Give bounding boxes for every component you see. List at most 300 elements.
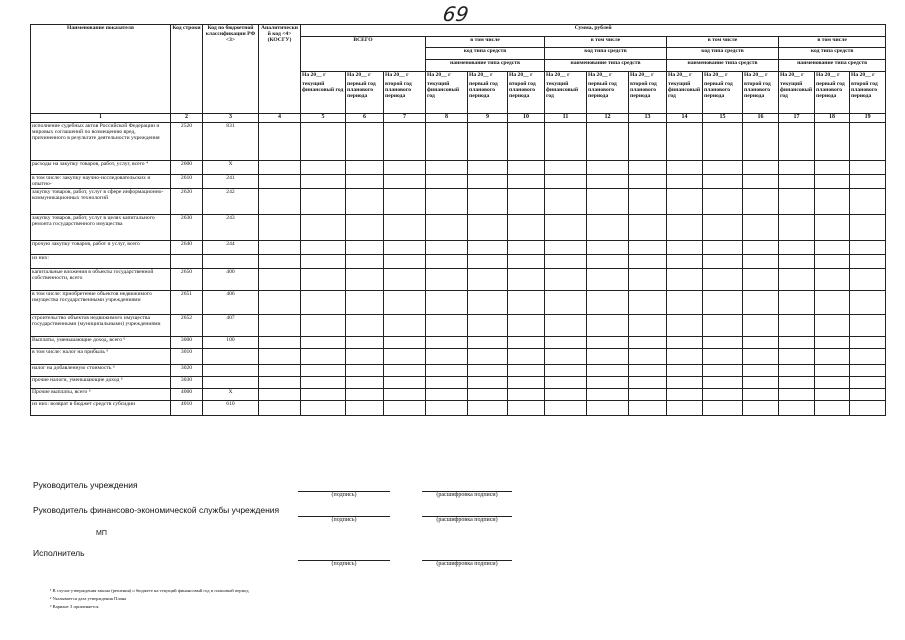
value-cell[interactable] bbox=[815, 215, 850, 241]
value-cell[interactable] bbox=[629, 337, 667, 349]
executor-sign-caption: (подпись) bbox=[331, 561, 357, 567]
value-cell[interactable] bbox=[301, 175, 346, 189]
value-cell[interactable] bbox=[384, 349, 426, 365]
value-cell[interactable] bbox=[508, 401, 545, 416]
value-cell[interactable] bbox=[703, 389, 743, 401]
value-cell[interactable] bbox=[779, 175, 815, 189]
value-cell[interactable] bbox=[703, 241, 743, 255]
value-cell[interactable] bbox=[743, 349, 779, 365]
value-cell[interactable] bbox=[346, 269, 384, 291]
value-cell[interactable] bbox=[301, 123, 346, 161]
value-cell[interactable] bbox=[779, 315, 815, 337]
value-cell[interactable] bbox=[508, 175, 545, 189]
value-cell[interactable] bbox=[468, 161, 508, 175]
value-cell[interactable] bbox=[545, 255, 587, 269]
header-first-plan-year bbox=[346, 72, 384, 114]
value-cell[interactable] bbox=[346, 215, 384, 241]
value-cell[interactable] bbox=[703, 365, 743, 377]
value-cell[interactable] bbox=[779, 241, 815, 255]
value-cell[interactable] bbox=[703, 255, 743, 269]
value-cell[interactable] bbox=[384, 175, 426, 189]
value-cell[interactable] bbox=[779, 365, 815, 377]
value-cell[interactable] bbox=[629, 349, 667, 365]
value-cell[interactable] bbox=[779, 161, 815, 175]
value-cell[interactable] bbox=[468, 365, 508, 377]
value-cell[interactable] bbox=[384, 269, 426, 291]
value-cell[interactable] bbox=[384, 255, 426, 269]
value-cell[interactable] bbox=[703, 337, 743, 349]
value-cell[interactable] bbox=[850, 349, 886, 365]
value-cell[interactable] bbox=[587, 241, 629, 255]
value-cell[interactable] bbox=[468, 349, 508, 365]
value-cell[interactable] bbox=[508, 161, 545, 175]
value-cell[interactable] bbox=[426, 401, 468, 416]
value-cell[interactable] bbox=[850, 365, 886, 377]
value-cell[interactable] bbox=[259, 161, 301, 175]
value-cell[interactable] bbox=[629, 189, 667, 215]
value-cell[interactable] bbox=[301, 377, 346, 389]
value-cell[interactable] bbox=[545, 241, 587, 255]
value-cell[interactable] bbox=[629, 389, 667, 401]
value-cell[interactable] bbox=[850, 189, 886, 215]
value-cell[interactable] bbox=[426, 337, 468, 349]
value-cell[interactable] bbox=[508, 349, 545, 365]
value-cell[interactable] bbox=[850, 315, 886, 337]
value-cell[interactable] bbox=[468, 291, 508, 315]
value-cell[interactable] bbox=[667, 161, 703, 175]
header-year-label: На 20__ г bbox=[427, 72, 451, 78]
value-cell[interactable] bbox=[667, 215, 703, 241]
value-cell[interactable] bbox=[703, 123, 743, 161]
value-cell[interactable] bbox=[667, 123, 703, 161]
value-cell[interactable] bbox=[384, 365, 426, 377]
value-cell[interactable] bbox=[384, 377, 426, 389]
value-cell[interactable] bbox=[815, 269, 850, 291]
value-cell[interactable] bbox=[508, 377, 545, 389]
row-code: 2650 bbox=[171, 269, 203, 291]
value-cell[interactable] bbox=[468, 315, 508, 337]
value-cell[interactable] bbox=[545, 365, 587, 377]
value-cell[interactable] bbox=[629, 123, 667, 161]
value-cell[interactable] bbox=[815, 123, 850, 161]
value-cell[interactable] bbox=[426, 123, 468, 161]
value-cell[interactable] bbox=[508, 315, 545, 337]
value-cell[interactable] bbox=[779, 123, 815, 161]
row-code: 3000 bbox=[171, 337, 203, 349]
value-cell[interactable] bbox=[468, 175, 508, 189]
table-row bbox=[31, 175, 886, 189]
row-indicator: капитальные вложения в объекты государственной собственности, всего bbox=[31, 269, 171, 291]
value-cell[interactable] bbox=[667, 377, 703, 389]
value-cell[interactable] bbox=[629, 315, 667, 337]
value-cell[interactable] bbox=[259, 315, 301, 337]
value-cell[interactable] bbox=[346, 389, 384, 401]
value-cell[interactable] bbox=[508, 269, 545, 291]
value-cell[interactable] bbox=[850, 269, 886, 291]
value-cell[interactable] bbox=[850, 175, 886, 189]
value-cell[interactable] bbox=[259, 365, 301, 377]
value-cell[interactable] bbox=[426, 377, 468, 389]
value-cell[interactable] bbox=[346, 291, 384, 315]
value-cell[interactable] bbox=[468, 337, 508, 349]
value-cell[interactable] bbox=[779, 349, 815, 365]
value-cell[interactable] bbox=[545, 215, 587, 241]
value-cell[interactable] bbox=[815, 337, 850, 349]
column-number: 19 bbox=[850, 114, 886, 123]
header-fund-name: наименование типа средств bbox=[426, 60, 545, 72]
value-cell[interactable] bbox=[426, 255, 468, 269]
value-cell[interactable] bbox=[384, 241, 426, 255]
value-cell[interactable] bbox=[815, 315, 850, 337]
value-cell[interactable] bbox=[259, 349, 301, 365]
value-cell[interactable] bbox=[545, 269, 587, 291]
value-cell[interactable] bbox=[301, 241, 346, 255]
value-cell[interactable] bbox=[468, 241, 508, 255]
header-year-label: На 20__ г bbox=[816, 72, 840, 78]
value-cell[interactable] bbox=[301, 269, 346, 291]
value-cell[interactable] bbox=[346, 337, 384, 349]
value-cell[interactable] bbox=[667, 389, 703, 401]
value-cell[interactable] bbox=[815, 175, 850, 189]
value-cell[interactable] bbox=[259, 291, 301, 315]
value-cell[interactable] bbox=[850, 123, 886, 161]
value-cell[interactable] bbox=[629, 161, 667, 175]
value-cell[interactable] bbox=[259, 269, 301, 291]
head-label: Руководитель учреждения bbox=[33, 480, 138, 490]
value-cell[interactable] bbox=[426, 365, 468, 377]
value-cell[interactable] bbox=[545, 389, 587, 401]
value-cell[interactable] bbox=[743, 377, 779, 389]
value-cell[interactable] bbox=[587, 337, 629, 349]
value-cell[interactable] bbox=[301, 389, 346, 401]
value-cell[interactable] bbox=[815, 189, 850, 215]
value-cell[interactable] bbox=[468, 389, 508, 401]
value-cell[interactable] bbox=[667, 365, 703, 377]
header-current-year bbox=[301, 72, 346, 114]
value-cell[interactable] bbox=[508, 389, 545, 401]
value-cell[interactable] bbox=[815, 365, 850, 377]
header-fund-name: наименование типа средств bbox=[545, 60, 667, 72]
header-year-label: На 20__ г bbox=[385, 72, 409, 78]
value-cell[interactable] bbox=[259, 175, 301, 189]
value-cell[interactable] bbox=[815, 377, 850, 389]
value-cell[interactable] bbox=[587, 123, 629, 161]
value-cell[interactable] bbox=[259, 377, 301, 389]
value-cell[interactable] bbox=[468, 255, 508, 269]
value-cell[interactable] bbox=[850, 291, 886, 315]
header-year-kind: текущий финансовый год bbox=[302, 81, 344, 94]
value-cell[interactable] bbox=[667, 241, 703, 255]
value-cell[interactable] bbox=[587, 175, 629, 189]
value-cell[interactable] bbox=[508, 189, 545, 215]
value-cell[interactable] bbox=[743, 189, 779, 215]
row-indicator: прочую закупку товаров, работ и услуг, всего bbox=[31, 241, 171, 255]
value-cell[interactable] bbox=[346, 161, 384, 175]
value-cell[interactable] bbox=[667, 175, 703, 189]
value-cell[interactable] bbox=[384, 189, 426, 215]
value-cell[interactable] bbox=[426, 269, 468, 291]
value-cell[interactable] bbox=[667, 315, 703, 337]
value-cell[interactable] bbox=[346, 377, 384, 389]
value-cell[interactable] bbox=[815, 161, 850, 175]
value-cell[interactable] bbox=[384, 291, 426, 315]
value-cell[interactable] bbox=[508, 241, 545, 255]
value-cell[interactable] bbox=[468, 401, 508, 416]
value-cell[interactable] bbox=[545, 401, 587, 416]
value-cell[interactable] bbox=[667, 349, 703, 365]
value-cell[interactable] bbox=[587, 161, 629, 175]
value-cell[interactable] bbox=[667, 337, 703, 349]
row-code: 2652 bbox=[171, 315, 203, 337]
value-cell[interactable] bbox=[384, 337, 426, 349]
value-cell[interactable] bbox=[545, 377, 587, 389]
value-cell[interactable] bbox=[779, 215, 815, 241]
value-cell[interactable] bbox=[587, 349, 629, 365]
value-cell[interactable] bbox=[384, 389, 426, 401]
value-cell[interactable] bbox=[703, 161, 743, 175]
value-cell[interactable] bbox=[779, 189, 815, 215]
value-cell[interactable] bbox=[779, 401, 815, 416]
value-cell[interactable] bbox=[703, 291, 743, 315]
header-first-plan-year bbox=[703, 72, 743, 114]
value-cell[interactable] bbox=[850, 255, 886, 269]
header-year-kind: первый год планового периода bbox=[704, 81, 733, 100]
value-cell[interactable] bbox=[703, 315, 743, 337]
value-cell[interactable] bbox=[545, 349, 587, 365]
value-cell[interactable] bbox=[743, 315, 779, 337]
value-cell[interactable] bbox=[850, 241, 886, 255]
value-cell[interactable] bbox=[301, 189, 346, 215]
value-cell[interactable] bbox=[301, 401, 346, 416]
row-code: 2520 bbox=[171, 123, 203, 161]
value-cell[interactable] bbox=[346, 255, 384, 269]
value-cell[interactable] bbox=[259, 241, 301, 255]
header-year-label: На 20__ г bbox=[630, 72, 654, 78]
value-cell[interactable] bbox=[743, 123, 779, 161]
value-cell[interactable] bbox=[545, 175, 587, 189]
value-cell[interactable] bbox=[259, 123, 301, 161]
value-cell[interactable] bbox=[508, 291, 545, 315]
value-cell[interactable] bbox=[346, 123, 384, 161]
value-cell[interactable] bbox=[815, 291, 850, 315]
value-cell[interactable] bbox=[629, 291, 667, 315]
value-cell[interactable] bbox=[703, 401, 743, 416]
column-number: 15 bbox=[703, 114, 743, 123]
value-cell[interactable] bbox=[426, 189, 468, 215]
value-cell[interactable] bbox=[587, 291, 629, 315]
value-cell[interactable] bbox=[346, 175, 384, 189]
header-year-kind: второй год планового периода bbox=[851, 81, 878, 100]
executor-decode-caption: (расшифровка подписи) bbox=[436, 561, 498, 567]
value-cell[interactable] bbox=[384, 123, 426, 161]
value-cell[interactable] bbox=[346, 349, 384, 365]
value-cell[interactable] bbox=[850, 377, 886, 389]
value-cell[interactable] bbox=[850, 389, 886, 401]
value-cell[interactable] bbox=[743, 161, 779, 175]
value-cell[interactable] bbox=[815, 255, 850, 269]
value-cell[interactable] bbox=[815, 401, 850, 416]
value-cell[interactable] bbox=[468, 123, 508, 161]
footnote-2: ² Указывается дата утверждения Плана bbox=[50, 596, 127, 601]
value-cell[interactable] bbox=[346, 315, 384, 337]
value-cell[interactable] bbox=[667, 255, 703, 269]
value-cell[interactable] bbox=[703, 215, 743, 241]
row-budget-code: 400 bbox=[203, 269, 259, 291]
value-cell[interactable] bbox=[743, 269, 779, 291]
value-cell[interactable] bbox=[301, 337, 346, 349]
header-second-plan-year bbox=[384, 72, 426, 114]
value-cell[interactable] bbox=[779, 377, 815, 389]
value-cell[interactable] bbox=[779, 389, 815, 401]
header-year-label: На 20__ г bbox=[780, 72, 804, 78]
value-cell[interactable] bbox=[545, 161, 587, 175]
value-cell[interactable] bbox=[667, 269, 703, 291]
value-cell[interactable] bbox=[545, 189, 587, 215]
value-cell[interactable] bbox=[743, 389, 779, 401]
value-cell[interactable] bbox=[508, 365, 545, 377]
value-cell[interactable] bbox=[259, 215, 301, 241]
value-cell[interactable] bbox=[779, 291, 815, 315]
value-cell[interactable] bbox=[629, 241, 667, 255]
value-cell[interactable] bbox=[587, 377, 629, 389]
value-cell[interactable] bbox=[587, 401, 629, 416]
value-cell[interactable] bbox=[346, 189, 384, 215]
value-cell[interactable] bbox=[346, 401, 384, 416]
value-cell[interactable] bbox=[629, 255, 667, 269]
value-cell[interactable] bbox=[815, 241, 850, 255]
value-cell[interactable] bbox=[743, 241, 779, 255]
header-fund-code: код типа средств bbox=[426, 48, 545, 60]
value-cell[interactable] bbox=[743, 175, 779, 189]
header-including: в том числе bbox=[779, 37, 886, 48]
value-cell[interactable] bbox=[587, 365, 629, 377]
value-cell[interactable] bbox=[815, 349, 850, 365]
value-cell[interactable] bbox=[301, 161, 346, 175]
value-cell[interactable] bbox=[426, 241, 468, 255]
value-cell[interactable] bbox=[667, 189, 703, 215]
head-decode-caption: (расшифровка подписи) bbox=[436, 492, 498, 498]
value-cell[interactable] bbox=[743, 291, 779, 315]
value-cell[interactable] bbox=[587, 315, 629, 337]
row-indicator: в том числе: приобретение объектов недвижимого имущества государственными учреждениями bbox=[31, 291, 171, 315]
value-cell[interactable] bbox=[301, 215, 346, 241]
value-cell[interactable] bbox=[259, 337, 301, 349]
value-cell[interactable] bbox=[259, 401, 301, 416]
value-cell[interactable] bbox=[468, 269, 508, 291]
row-code: 2610 bbox=[171, 175, 203, 189]
value-cell[interactable] bbox=[703, 189, 743, 215]
value-cell[interactable] bbox=[346, 365, 384, 377]
row-budget-code: X bbox=[203, 389, 259, 401]
value-cell[interactable] bbox=[779, 337, 815, 349]
row-budget-code: 610 bbox=[203, 401, 259, 416]
value-cell[interactable] bbox=[587, 215, 629, 241]
value-cell[interactable] bbox=[667, 291, 703, 315]
value-cell[interactable] bbox=[743, 365, 779, 377]
value-cell[interactable] bbox=[667, 401, 703, 416]
value-cell[interactable] bbox=[545, 291, 587, 315]
column-number: 7 bbox=[384, 114, 426, 123]
value-cell[interactable] bbox=[703, 269, 743, 291]
value-cell[interactable] bbox=[629, 175, 667, 189]
value-cell[interactable] bbox=[587, 255, 629, 269]
value-cell[interactable] bbox=[587, 389, 629, 401]
header-year-label: На 20__ г bbox=[668, 72, 692, 78]
value-cell[interactable] bbox=[850, 337, 886, 349]
value-cell[interactable] bbox=[384, 401, 426, 416]
value-cell[interactable] bbox=[346, 241, 384, 255]
value-cell[interactable] bbox=[426, 215, 468, 241]
value-cell[interactable] bbox=[743, 401, 779, 416]
value-cell[interactable] bbox=[703, 175, 743, 189]
header-year-kind: первый год планового периода bbox=[816, 81, 845, 100]
value-cell[interactable] bbox=[545, 337, 587, 349]
row-budget-code bbox=[203, 349, 259, 365]
value-cell[interactable] bbox=[629, 365, 667, 377]
value-cell[interactable] bbox=[850, 215, 886, 241]
value-cell[interactable] bbox=[301, 365, 346, 377]
value-cell[interactable] bbox=[468, 189, 508, 215]
column-number: 3 bbox=[203, 114, 259, 123]
value-cell[interactable] bbox=[703, 377, 743, 389]
value-cell[interactable] bbox=[384, 161, 426, 175]
value-cell[interactable] bbox=[468, 377, 508, 389]
value-cell[interactable] bbox=[587, 269, 629, 291]
value-cell[interactable] bbox=[779, 255, 815, 269]
value-cell[interactable] bbox=[629, 401, 667, 416]
value-cell[interactable] bbox=[508, 337, 545, 349]
value-cell[interactable] bbox=[468, 215, 508, 241]
value-cell[interactable] bbox=[629, 269, 667, 291]
value-cell[interactable] bbox=[426, 389, 468, 401]
value-cell[interactable] bbox=[426, 161, 468, 175]
value-cell[interactable] bbox=[301, 349, 346, 365]
value-cell[interactable] bbox=[850, 401, 886, 416]
value-cell[interactable] bbox=[301, 255, 346, 269]
value-cell[interactable] bbox=[815, 389, 850, 401]
value-cell[interactable] bbox=[743, 255, 779, 269]
value-cell[interactable] bbox=[850, 161, 886, 175]
column-number: 6 bbox=[346, 114, 384, 123]
value-cell[interactable] bbox=[508, 123, 545, 161]
value-cell[interactable] bbox=[384, 315, 426, 337]
value-cell[interactable] bbox=[426, 315, 468, 337]
value-cell[interactable] bbox=[426, 349, 468, 365]
value-cell[interactable] bbox=[301, 291, 346, 315]
value-cell[interactable] bbox=[301, 315, 346, 337]
value-cell[interactable] bbox=[743, 215, 779, 241]
table-row bbox=[31, 377, 886, 389]
value-cell[interactable] bbox=[629, 377, 667, 389]
value-cell[interactable] bbox=[426, 175, 468, 189]
value-cell[interactable] bbox=[259, 189, 301, 215]
value-cell[interactable] bbox=[743, 337, 779, 349]
value-cell[interactable] bbox=[259, 389, 301, 401]
value-cell[interactable] bbox=[545, 123, 587, 161]
value-cell[interactable] bbox=[587, 189, 629, 215]
value-cell[interactable] bbox=[629, 215, 667, 241]
value-cell[interactable] bbox=[545, 315, 587, 337]
value-cell[interactable] bbox=[426, 291, 468, 315]
value-cell[interactable] bbox=[508, 255, 545, 269]
value-cell[interactable] bbox=[259, 255, 301, 269]
value-cell[interactable] bbox=[779, 269, 815, 291]
column-number: 4 bbox=[259, 114, 301, 123]
value-cell[interactable] bbox=[703, 349, 743, 365]
value-cell[interactable] bbox=[508, 215, 545, 241]
value-cell[interactable] bbox=[384, 215, 426, 241]
header-year-label: На 20__ г bbox=[744, 72, 768, 78]
